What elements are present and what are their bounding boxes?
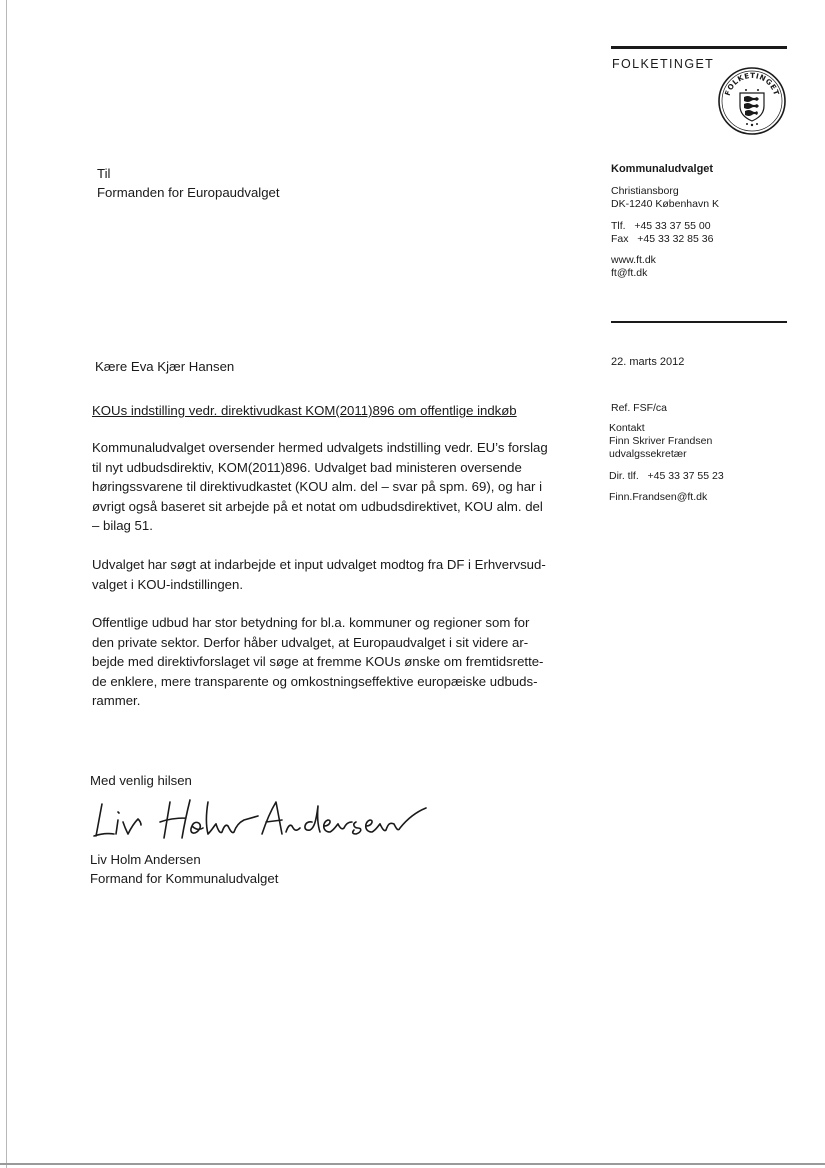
address-line-1: Christiansborg <box>611 185 679 197</box>
paragraph-line: den private sektor. Derfor håber udvalget, at Europaudvalget i sit videre ar- <box>92 634 529 650</box>
contact-title: udvalgssekretær <box>609 448 687 460</box>
fax-number: Fax +45 33 32 85 36 <box>611 233 714 245</box>
reference-code: Ref. FSF/ca <box>611 402 668 414</box>
paragraph-line: rammer. <box>92 693 141 708</box>
direct-phone: Dir. tlf. +45 33 37 55 23 <box>609 470 724 482</box>
phone-number: Tlf. +45 33 37 55 00 <box>611 220 711 232</box>
signer-title: Formand for Kommunaludvalget <box>90 871 279 886</box>
paragraph-line: Offentlige udbud har stor betydning for bl.a. kommuner og regioner som for <box>92 615 530 630</box>
paragraph-line: øvrigt også baseret sit arbejde på et notat om udbudsdirektivet, KOU alm. del <box>92 498 543 514</box>
contact-email: Finn.Frandsen@ft.dk <box>609 491 708 503</box>
scan-edge-bottom <box>0 1163 825 1165</box>
contact-name: Finn Skriver Frandsen <box>609 435 713 447</box>
paragraph-line: Udvalget har søgt at indarbejde et input udvalget modtog fra DF i Erhvervsud- <box>92 557 546 572</box>
salutation: Kære Eva Kjær Hansen <box>95 359 235 374</box>
contact-label: Kontakt <box>609 422 645 434</box>
email-link: ft@ft.dk <box>611 267 648 279</box>
recipient-name: Formanden for Europaudvalget <box>97 185 280 200</box>
paragraph-line: Kommunaludvalget oversender hermed udvalgets indstilling vedr. EU’s forslag <box>92 440 548 455</box>
header-rule <box>611 46 787 49</box>
side-divider <box>611 321 787 323</box>
scan-edge-left <box>6 0 7 1168</box>
body-paragraph-3 <box>92 613 592 711</box>
letter-subject: KOUs indstilling vedr. direktivudkast KOM(2011)896 om offentlige indkøb <box>92 403 517 418</box>
paragraph-line: høringssvarene til direktivudkastet (KOU alm. del – svar på spm. 69), og har i <box>92 479 543 494</box>
paragraph-line: bejde med direktivforslaget vil søge at fremme KOUs ønske om fremtidsrette- <box>92 654 544 669</box>
letter-date: 22. marts 2012 <box>611 356 685 368</box>
committee-name: Kommunaludvalget <box>611 163 714 175</box>
organization-name: FOLKETINGET <box>612 57 715 71</box>
handwritten-signature <box>90 792 440 852</box>
body-paragraph-2 <box>92 555 592 594</box>
body-paragraph-1 <box>92 438 592 536</box>
paragraph-line: de enklere, mere transparente og omkostningseffektive europæiske udbuds- <box>92 673 538 689</box>
paragraph-line: – bilag 51. <box>92 518 153 533</box>
address-line-2: DK-1240 København K <box>611 198 719 210</box>
closing: Med venlig hilsen <box>90 773 192 788</box>
recipient-label: Til <box>97 166 111 181</box>
website-link: www.ft.dk <box>611 254 656 266</box>
signer-name: Liv Holm Andersen <box>90 852 201 867</box>
seal-text: FOLKETINGET <box>722 70 782 97</box>
parliament-seal-icon <box>717 66 787 136</box>
paragraph-line: valget i KOU-indstillingen. <box>92 576 243 592</box>
paragraph-line: til nyt udbudsdirektiv, KOM(2011)896. Udvalget bad ministeren oversende <box>92 459 522 475</box>
